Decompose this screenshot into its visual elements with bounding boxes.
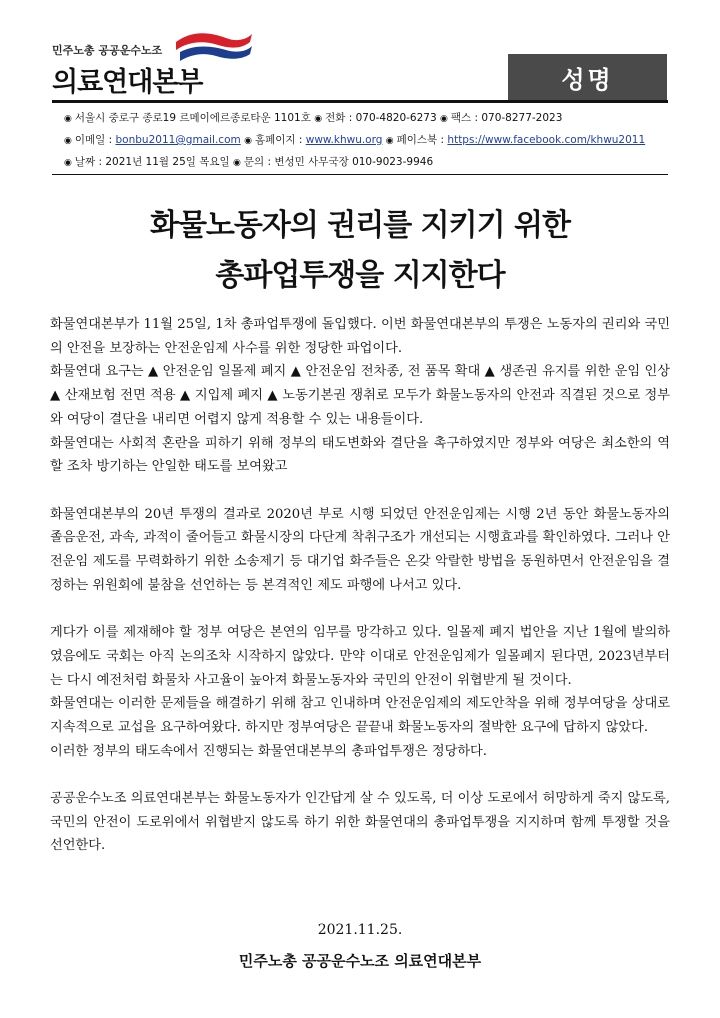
paragraph: 공공운수노조 의료연대본부는 화물노동자가 인간답게 살 수 있도록, 더 이상 도로에서 허망하게 죽지 않도록, 국민의 안전이 도로위에서 위협받지 않도록 하기 위한 화물연대의 총파업투쟁을 지지하며 함께 투쟁할 것을 선언한다.: [50, 791, 670, 854]
date-info: 날짜 : 2021년 11월 25일 목요일: [74, 156, 230, 168]
info-rule: [52, 174, 668, 175]
email-link[interactable]: bonbu2011@gmail.com: [115, 134, 241, 146]
info-row-date: [64, 154, 433, 169]
bullet-icon: ◉: [233, 158, 241, 168]
title-line-1: 화물노동자의 권리를 지키기 위한: [149, 208, 571, 243]
bullet-icon: ◉: [439, 114, 448, 124]
info-row-contact: [64, 132, 645, 147]
org-sub-name: 민주노총 공공운수노조: [52, 44, 163, 57]
header-rule: [52, 100, 668, 103]
statement-body: [50, 313, 670, 858]
footer-org: 민주노총 공공운수노조 의료연대본부: [238, 952, 482, 970]
footer-date: 2021.11.25.: [317, 922, 403, 938]
inquiry-info: 문의 : 변성민 사무국장 010-9023-9946: [243, 156, 434, 168]
bullet-icon: ◉: [64, 136, 72, 146]
org-logo: [52, 28, 252, 98]
fax: 팩스 : 070-8277-2023: [450, 112, 563, 124]
address: 서울시 중로구 종로19 르메이에르종로타운 1101호: [74, 112, 311, 124]
bullet-icon: ◉: [244, 136, 252, 146]
paragraph: 화물연대는 이러한 문제들을 해결하기 위해 참고 인내하며 안전운임제의 제도안착을 위해 정부여당을 상대로 지속적으로 교섭을 요구하여왔다. 하지만 정부여당은 끝끝내 화물노동자의 절박한 요구에 답하지 않았다.: [50, 696, 670, 735]
homepage-link[interactable]: www.khwu.org: [305, 134, 383, 146]
paragraph: 이러한 정부의 태도속에서 진행되는 화물연대본부의 총파업투쟁은 정당하다.: [50, 743, 487, 759]
bullet-icon: ◉: [314, 114, 323, 124]
facebook-label: 페이스북 :: [396, 134, 448, 146]
phone: 전화 : 070-4820-6273: [325, 112, 437, 124]
bullet-icon: ◉: [64, 158, 72, 168]
paragraph: 화물연대 요구는 ▲ 안전운임 일몰제 폐지 ▲ 안전운임 전차종, 전 품목 확대 ▲ 생존권 유지를 위한 운임 인상 ▲ 산재보험 전면 적용 ▲ 지입제 폐지 ▲ 노동기본권 쟁취로 모두가 화물노동자의 안전과 직결된 것으로 정부와 여당이 결단을 내리면 어렵지 않게 적용할 수 있는 내용들이다.: [50, 364, 670, 427]
homepage-label: 홈페이지 :: [254, 134, 306, 146]
statement-badge: 성명: [508, 54, 667, 100]
paragraph: 화물연대본부가 11월 25일, 1차 총파업투쟁에 돌입했다. 이번 화물연대본부의 투쟁은 노동자의 권리와 국민의 안전을 보장하는 안전운임제 사수를 위한 정당한 파업이다.: [50, 317, 670, 356]
title-line-2: 총파업투쟁을 지지한다: [215, 258, 505, 293]
email-label: 이메일 :: [74, 134, 116, 146]
info-row-address: [64, 110, 562, 125]
paragraph: 화물연대본부의 20년 투쟁의 결과로 2020년 부로 시행 되었던 안전운임제는 시행 2년 동안 화물노동자의 졸음운전, 과속, 과적이 줄어들고 화물시장의 다단계 착취구조가 개선되는 시행효과를 확인하였다. 그러나 안전운임 제도를 무력화하기 위한 소송제기 등 대기업 화주들은 온갖 악랄한 방법을 동원하면서 안전운임을 결정하는 위원회에 불참을 선언하는 등 본격적인 제도 파행에 나서고 있다.: [50, 506, 670, 593]
paragraph: 화물연대는 사회적 혼란을 피하기 위해 정부의 태도변화와 결단을 촉구하였지만 정부와 여당은 최소한의 역할 조차 방기하는 안일한 태도를 보여왔고: [50, 435, 670, 475]
org-main-name: 의료연대본부: [52, 67, 203, 98]
bullet-icon: ◉: [385, 136, 394, 146]
facebook-link[interactable]: https://www.facebook.com/khwu2011: [447, 134, 646, 146]
paragraph: 게다가 이를 제재해야 할 정부 여당은 본연의 임무를 망각하고 있다. 일몰제 폐지 법안을 지난 1월에 발의하였음에도 국회는 아직 논의조차 시작하지 않았다. 만약 이대로 안전운임제가 일몰폐지 된다면, 2023년부터는 다시 예전처럼 화물차 사고율이 높아져 화물노동자와 국민의 안전이 위협받게 될 것이다.: [50, 625, 670, 688]
bullet-icon: ◉: [64, 114, 72, 124]
